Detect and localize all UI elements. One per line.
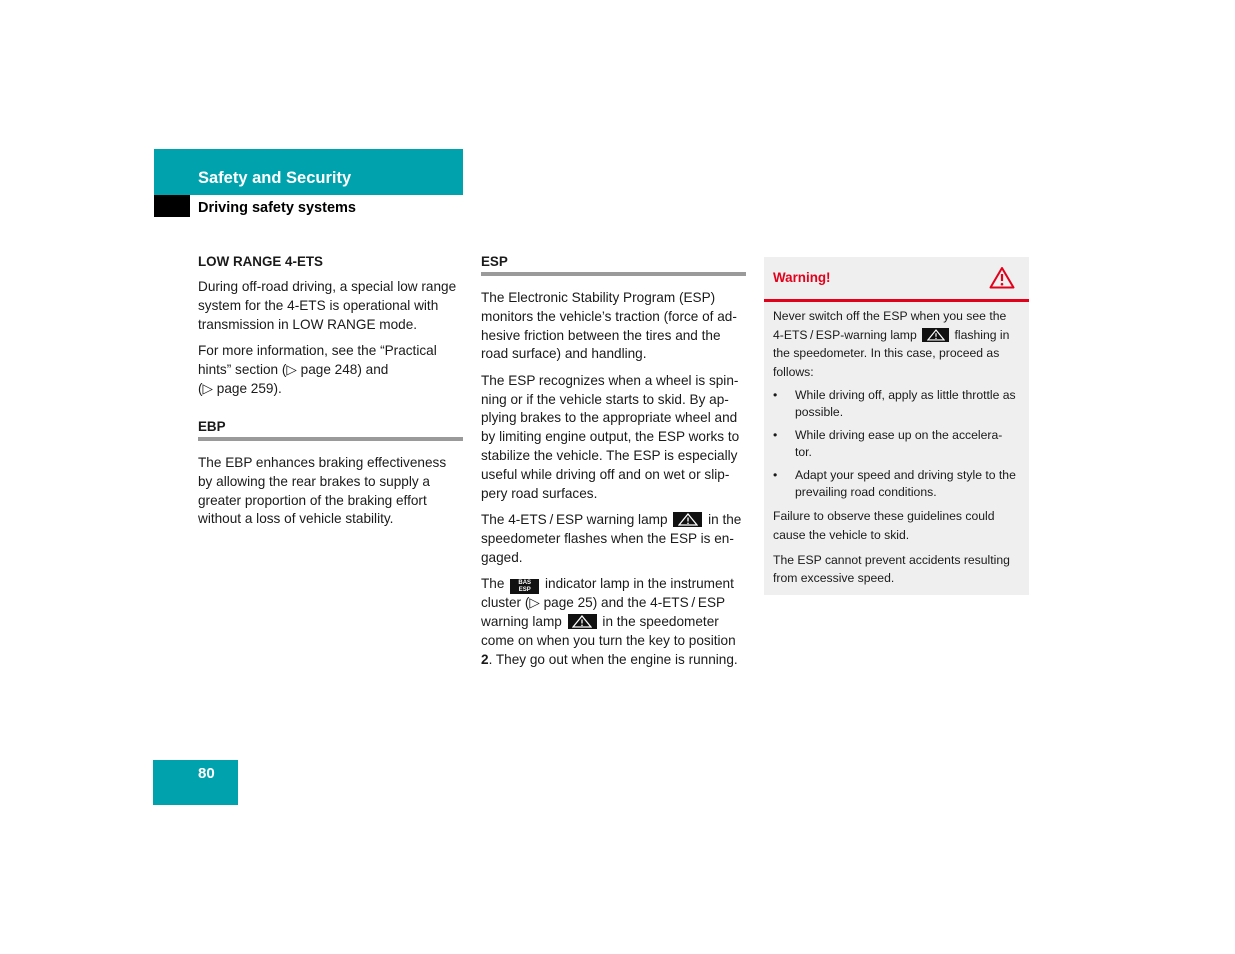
warning-accident-note: The ESP cannot prevent accidents resulting from excessive speed. — [773, 552, 1010, 586]
left-column — [198, 253, 463, 537]
more-info-paragraph: For more information, see the “Practical hints” section (▷ page 248) and (▷ page 259). — [198, 342, 437, 396]
low-range-heading: LOW RANGE 4-ETS — [198, 254, 323, 269]
skid-warning-lamp-icon — [673, 512, 702, 527]
subsection-title: Driving safety systems — [198, 200, 356, 216]
section-title: Safety and Security — [198, 169, 352, 187]
list-item: • Adapt your speed and driving style to the prevailing road conditions. — [773, 467, 1019, 501]
skid-warning-lamp-icon — [922, 328, 949, 342]
section-tab-marker — [154, 195, 190, 217]
esp-intro-paragraph: The Electronic Stability Program (ESP) monitors the vehicle’s traction (force of ad-hesive friction between the tires and the road surface) and handling. — [481, 290, 737, 362]
list-item: • While driving ease up on the accelera-tor. — [773, 427, 1019, 461]
esp-heading: ESP — [481, 253, 746, 276]
esp-lamp-paragraph: The 4-ETS / ESP warning lamp in the speedometer flashes when the ESP is en-gaged. — [481, 511, 742, 565]
esp-function-paragraph: The ESP recognizes when a wheel is spin-ning or if the vehicle starts to skid. By ap-plying brakes to the appropriate wheel and by limiting engine output, the ESP works to stabilize the vehicle. The ESP is especially useful while driving off and on wet or slip-pery road surfaces. — [481, 372, 740, 501]
page-ref-248[interactable]: ▷ page 248 — [286, 361, 358, 377]
ebp-paragraph: The EBP enhances braking effectiveness by allowing the rear brakes to supply a greater proportion of the braking effort without a loss of vehicle stability. — [198, 454, 447, 527]
page-ref-259[interactable]: ▷ page 259 — [202, 380, 274, 396]
list-item: • While driving off, apply as little throttle as possible. — [773, 387, 1019, 421]
warning-box — [764, 257, 1029, 595]
warning-header — [764, 257, 1029, 302]
page-number-box — [153, 760, 238, 805]
warning-intro: Never switch off the ESP when you see the 4-ETS / ESP-warning lamp flashing in the speedometer. In this case, proceed as follows: — [773, 309, 1010, 379]
warning-body — [764, 302, 1029, 588]
warning-skid-note: Failure to observe these guidelines could cause the vehicle to skid. — [773, 509, 995, 542]
warning-list — [773, 387, 1019, 501]
skid-warning-lamp-icon — [568, 614, 597, 629]
middle-column — [481, 253, 746, 677]
low-range-paragraph: During off-road driving, a special low range system for the 4-ETS is operational with transmission in LOW RANGE mode. — [198, 279, 457, 332]
warning-title: Warning! — [773, 270, 831, 285]
esp-indicator-paragraph: The BAS ESP indicator lamp in the instrument cluster (▷ page 25) and the 4-ETS / ESP warning lamp in the speedometer come on when you turn the key to position 2. They go out when the engine is running. — [481, 575, 738, 667]
warning-triangle-icon — [989, 266, 1015, 294]
ebp-heading: EBP — [198, 418, 463, 441]
page-ref-25[interactable]: ▷ page 25 — [529, 595, 593, 611]
bas-esp-lamp-icon: BAS ESP — [510, 579, 539, 594]
page-number: 80 — [198, 765, 215, 782]
